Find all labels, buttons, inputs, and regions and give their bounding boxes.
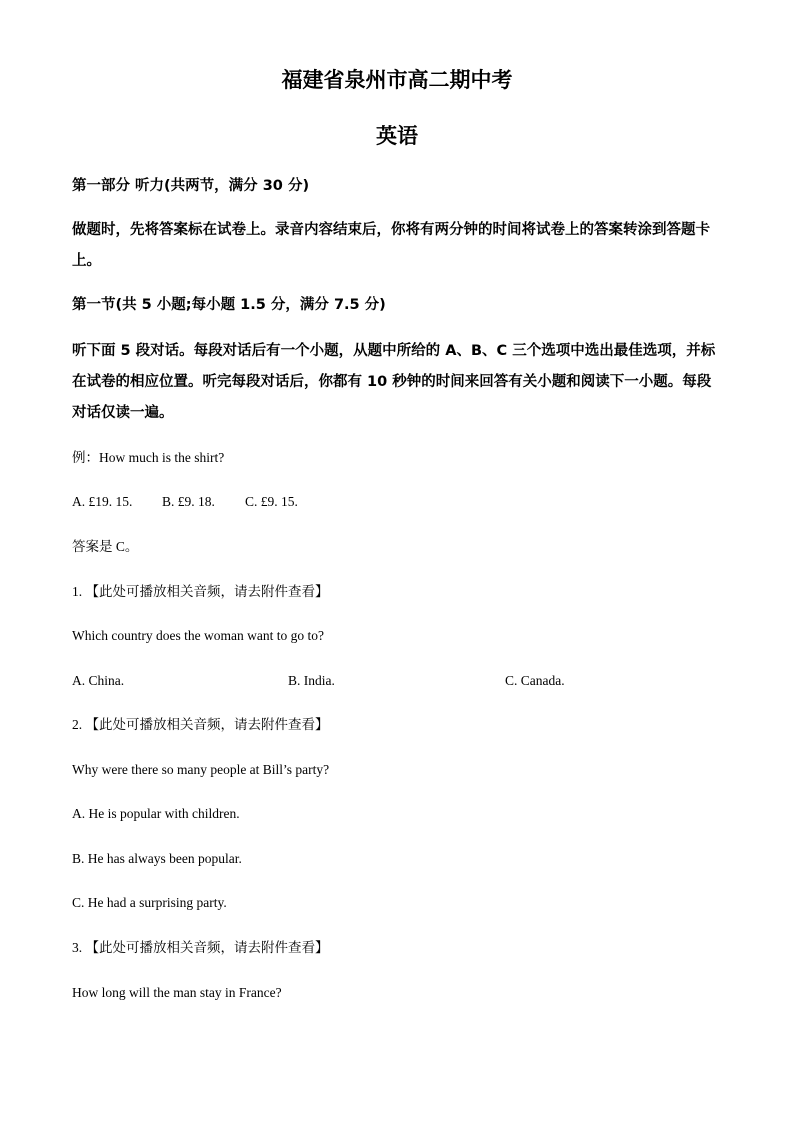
question-2-option-c: C. He had a surprising party. xyxy=(72,895,227,910)
question-2-option-b: B. He has always been popular. xyxy=(72,851,242,866)
question-3-text: How long will the man stay in France? xyxy=(72,985,282,1000)
question-2-audio: 2. 【此处可播放相关音频，请去附件查看】 xyxy=(72,717,329,732)
example-answer: 答案是 C。 xyxy=(72,539,139,554)
question-1-option-c: C. Canada. xyxy=(505,673,565,688)
question-2-option-a: A. He is popular with children. xyxy=(72,806,240,821)
part1-instruction: 做题时，先将答案标在试卷上。录音内容结束后，你将有两分钟的时间将试卷上的答案转涂到答题卡上。 xyxy=(72,222,710,269)
example-option-b: B. £9. 18. xyxy=(162,494,215,509)
question-1-option-a: A. China. xyxy=(72,673,125,688)
document-title: 福建省泉州市高二期中考 xyxy=(281,68,513,92)
document-subject: 英语 xyxy=(376,124,418,148)
question-1-audio: 1. 【此处可播放相关音频，请去附件查看】 xyxy=(72,584,329,599)
question-1-option-b: B. India. xyxy=(288,673,335,688)
question-1-text: Which country does the woman want to go to? xyxy=(72,628,324,643)
section1-instruction: 听下面 5 段对话。每段对话后有一个小题，从题中所给的 A、B、C 三个选项中选出最佳选项，并标在试卷的相应位置。听完每段对话后，你都有 10 秒钟的时间来回答有关小题和阅读下一小题。每段对话仅读一遍。 xyxy=(72,343,716,421)
question-3-audio: 3. 【此处可播放相关音频，请去附件查看】 xyxy=(72,940,329,955)
question-2-text: Why were there so many people at Bill’s party? xyxy=(72,762,330,777)
example-option-a: A. £19. 15. xyxy=(72,494,133,509)
example-option-c: C. £9. 15. xyxy=(245,494,298,509)
example-question: 例：How much is the shirt? xyxy=(72,450,225,465)
section1-heading: 第一节(共 5 小题;每小题 1.5 分，满分 7.5 分) xyxy=(72,297,386,313)
part1-heading: 第一部分 听力(共两节，满分 30 分) xyxy=(72,178,310,194)
